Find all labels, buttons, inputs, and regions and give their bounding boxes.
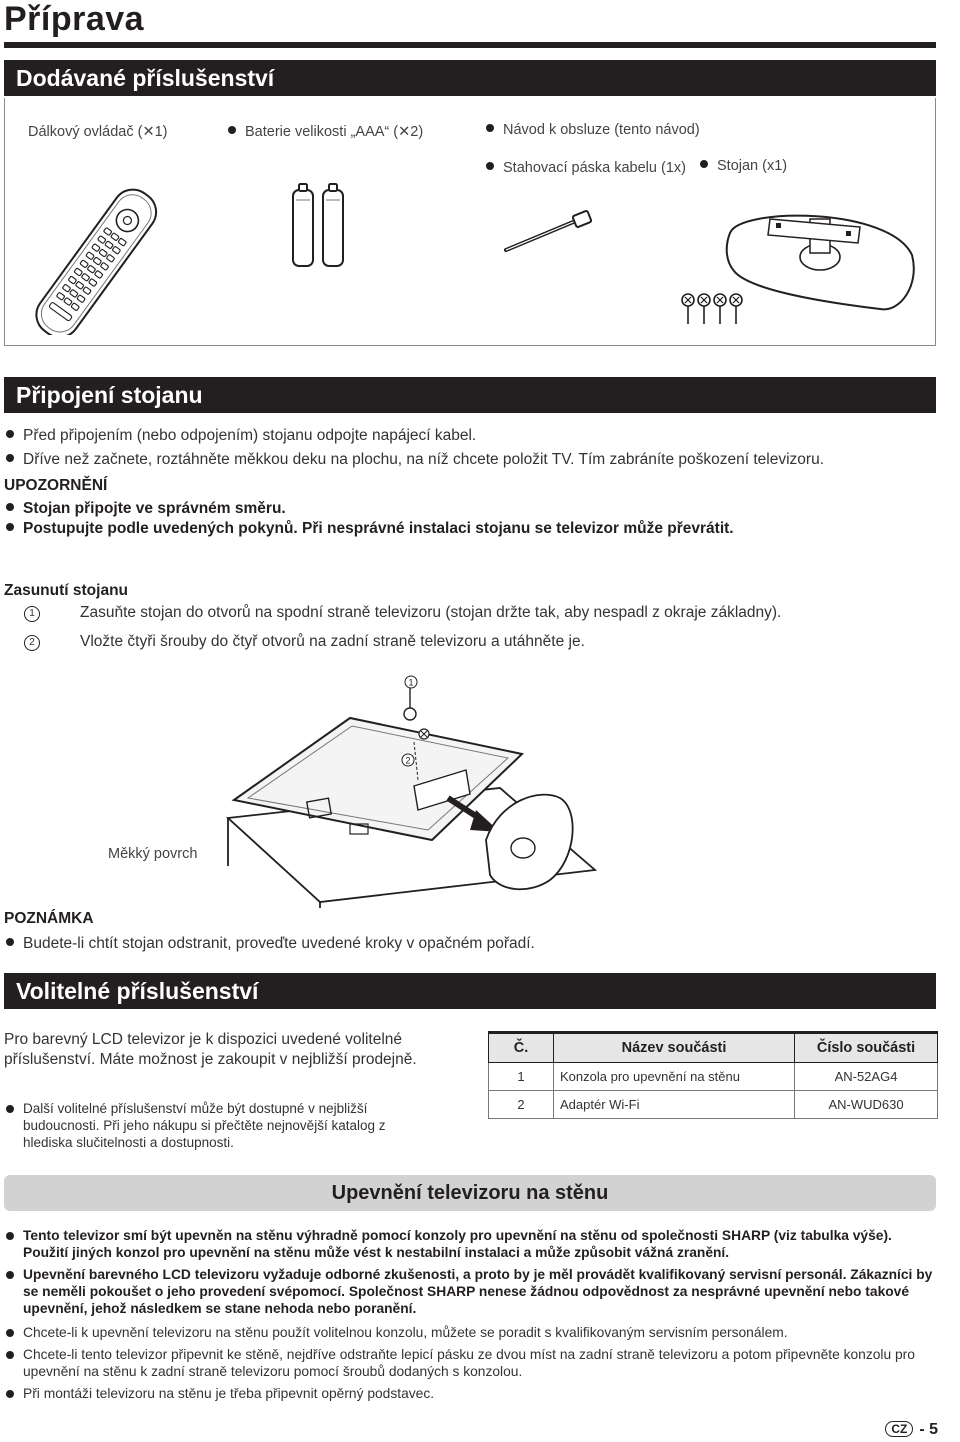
wall-bullet-4: Chcete-li tento televizor připevnit ke stěně, nejdříve odstraňte lepicí pásku ze dvou míst na zadní straně televizoru a potom připevněte konzolu pro upevnění na stěnu k zadní straně televizoru pomocí šroubů dodaných s konzolou. — [6, 1346, 938, 1380]
bullet-dot — [228, 126, 236, 134]
cable-tie-illustration — [500, 210, 596, 258]
assembly-heading: Zasunutí stojanu — [4, 582, 128, 599]
assembly-step-2: 2 Vložte čtyři šrouby do čtyř otvorů na zadní straně televizoru a utáhněte je. — [24, 633, 585, 651]
table-header-row — [489, 1033, 938, 1063]
batteries-illustration — [288, 182, 352, 268]
bullet-dot — [6, 1351, 14, 1359]
caution-bullet-2: Postupujte podle uvedených pokynů. Při nesprávné instalaci stojanu se televizor může převrátit. — [6, 520, 734, 538]
note-bullet: Budete-li chtít stojan odstranit, proveďte uvedené kroky v opačném pořadí. — [6, 935, 535, 953]
wall-bullet-1: Tento televizor smí být upevněn na stěnu výhradně pomocí konzoly pro upevnění na stěnu od společnosti SHARP (viz tabulka výše). Použití jiných konzol pro upevnění na stěnu může vést k nestabilní instalaci a může způsobit vážná zranění. — [6, 1227, 938, 1261]
title-rule — [4, 42, 936, 48]
step-number: 1 — [24, 606, 40, 622]
accessory-stand-label: Stojan (x1) — [700, 158, 787, 174]
page-footer — [885, 1421, 938, 1439]
section-supplied-accessories: Dodávané příslušenství — [4, 60, 936, 96]
section-optional-accessories: Volitelné příslušenství — [4, 973, 936, 1009]
bullet-dot — [486, 124, 494, 132]
stand-assembly-diagram — [200, 670, 600, 908]
svg-text:1: 1 — [408, 677, 414, 688]
language-badge: CZ — [885, 1421, 913, 1437]
bullet-dot — [6, 523, 14, 531]
accessory-manual-label: Návod k obsluze (tento návod) — [486, 122, 700, 138]
section-wall-mount: Upevnění televizoru na stěnu — [4, 1175, 936, 1211]
wall-bullet-3: Chcete-li k upevnění televizoru na stěnu použít volitelnou konzolu, můžete se poradit s kvalifikovaným servisním personálem. — [6, 1324, 938, 1341]
bullet-dot — [6, 938, 14, 946]
bullet-dot — [6, 1232, 14, 1240]
remote-control-illustration — [30, 185, 160, 335]
table-header-number: Č. — [489, 1033, 554, 1063]
optional-intro: Pro barevný LCD televizor je k dispozici uvedené volitelné příslušenství. Máte možnost je zakoupit v nejbližší prodejně. — [4, 1031, 417, 1068]
optional-note: Další volitelné příslušenství může být dostupné v nejbližší budoucnosti. Při jeho nákupu si přečtěte nejnovější katalog z hlediska slučitelnosti a dostupnosti. — [6, 1100, 436, 1151]
step-number: 2 — [24, 635, 40, 651]
stand-illustration — [720, 205, 920, 327]
caution-bullet-1: Stojan připojte ve správném směru. — [6, 500, 286, 518]
caution-label: UPOZORNĚNÍ — [4, 477, 108, 494]
bullet-dot — [486, 162, 494, 170]
bullet-dot — [6, 503, 14, 511]
callout-2 — [402, 754, 414, 766]
bullet-dot — [6, 1390, 14, 1398]
bullet-dot — [700, 160, 708, 168]
bullet-dot — [6, 1329, 14, 1337]
bullet-dot — [6, 430, 14, 438]
screws-illustration — [680, 292, 750, 328]
table-header-part-number: Číslo součásti — [795, 1033, 938, 1063]
wall-bullet-2: Upevnění barevného LCD televizoru vyžaduje odborné zkušenosti, a proto by je měl provádět kvalifikovaný servisní personál. Zákazníci by se neměli pokoušet o jeho provedení svépomocí. Společnost SHARP nenese žádnou odpovědnost za nesprávné upevnění nebo takové upevnění, jehož následkem se stane nehoda nebo poranění. — [6, 1266, 938, 1317]
wall-bullet-5: Při montáži televizoru na stěnu je třeba připevnit opěrný podstavec. — [6, 1385, 938, 1402]
note-label: POZNÁMKA — [4, 910, 94, 927]
accessory-remote-label: Dálkový ovládač (✕1) — [28, 124, 168, 140]
svg-text:2: 2 — [405, 755, 411, 766]
table-header-part-name: Název součásti — [554, 1033, 795, 1063]
accessory-batteries-label: Baterie velikosti „AAA“ (✕2) — [228, 124, 423, 140]
stand-bullet-2: Dříve než začnete, roztáhněte měkkou deku na plochu, na níž chcete položit TV. Tím zabráníte poškození televizoru. — [6, 451, 824, 469]
page-number: - 5 — [919, 1421, 938, 1438]
soft-surface-label: Měkký povrch — [108, 846, 198, 862]
section-attach-stand: Připojení stojanu — [4, 377, 936, 413]
table-row: 2 Adaptér Wi-Fi AN-WUD630 — [489, 1091, 938, 1119]
stand-bullet-1: Před připojením (nebo odpojením) stojanu odpojte napájecí kabel. — [6, 427, 476, 445]
page-title: Příprava — [4, 0, 145, 38]
optional-parts-table — [488, 1031, 938, 1119]
bullet-dot — [6, 1105, 14, 1113]
table-row: 1 Konzola pro upevnění na stěnu AN-52AG4 — [489, 1063, 938, 1091]
bullet-dot — [6, 454, 14, 462]
callout-1 — [405, 676, 417, 688]
assembly-step-1: 1 Zasuňte stojan do otvorů na spodní straně televizoru (stojan držte tak, aby nespadl z okraje základny). — [24, 604, 781, 622]
bullet-dot — [6, 1271, 14, 1279]
accessory-cable-tie-label: Stahovací páska kabelu (1x) — [486, 160, 686, 176]
